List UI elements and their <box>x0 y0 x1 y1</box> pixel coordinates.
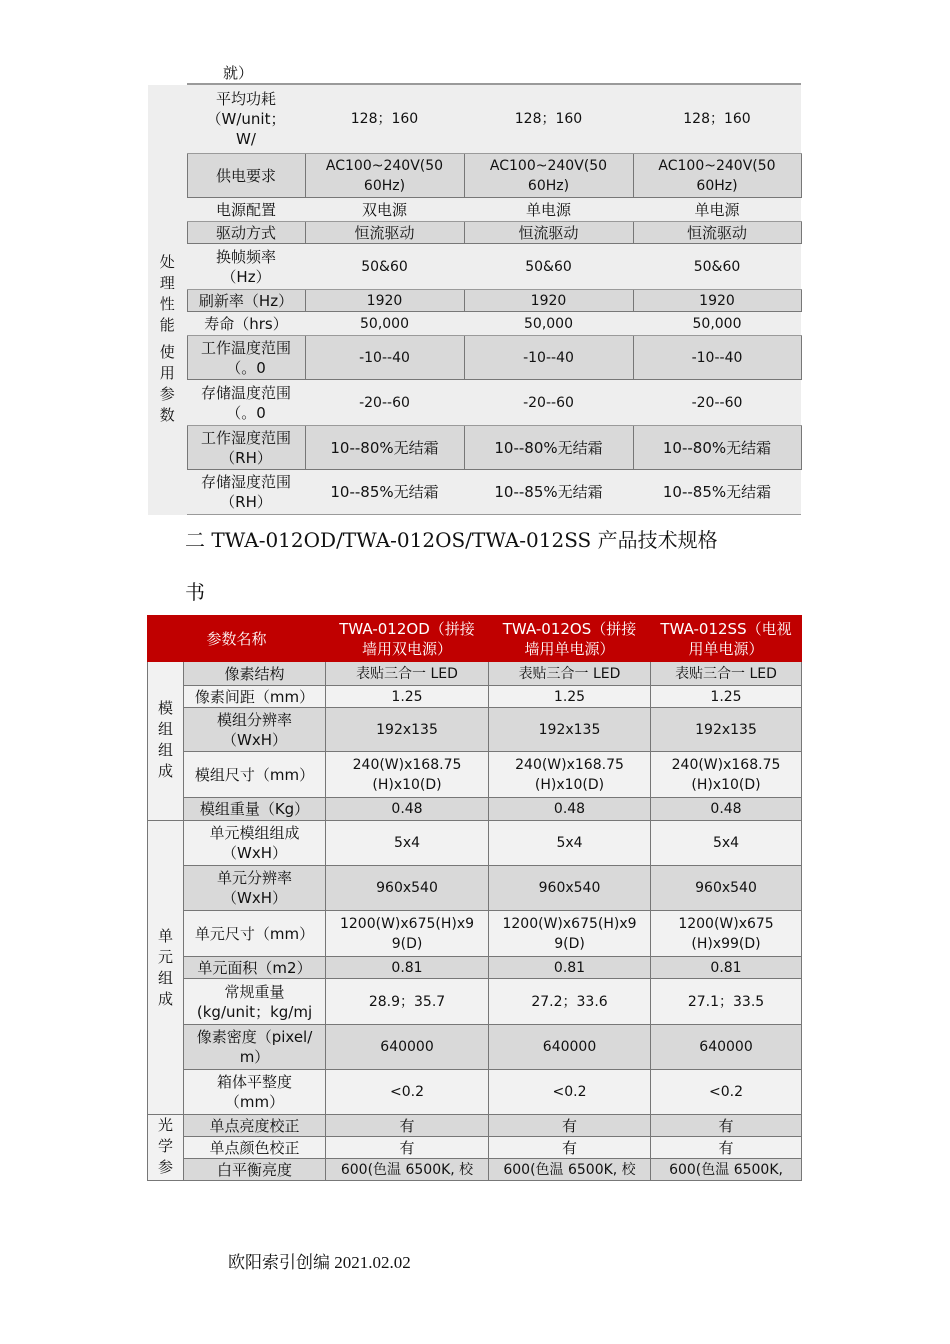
cell-value: 5x4 <box>651 821 802 866</box>
header-col2: TWA-012OS（拼接 墙用单电源） <box>489 616 651 662</box>
table-row <box>148 470 801 515</box>
cell-value: 1200(W)x675(H)x9 9(D) <box>489 911 651 957</box>
cell-value: <0.2 <box>326 1070 489 1115</box>
cell-value: <0.2 <box>651 1070 802 1115</box>
cell-value: 有 <box>326 1115 489 1137</box>
table-row <box>148 336 801 380</box>
header-col3: TWA-012SS（电视 用单电源） <box>651 616 802 662</box>
row-label: 箱体平整度 （mm） <box>184 1070 326 1115</box>
table-row <box>148 154 801 198</box>
cell-value: 0.48 <box>326 798 489 821</box>
cell-value: 单电源 <box>464 198 633 222</box>
table-row <box>148 798 802 821</box>
header-param-name: 参数名称 <box>148 616 326 662</box>
row-label: 存储湿度范围 （RH） <box>187 470 305 515</box>
table-row <box>148 198 801 222</box>
cell-value: 有 <box>326 1137 489 1159</box>
table-row <box>148 1025 802 1070</box>
cell-value: 10--80%无结霜 <box>464 426 633 470</box>
row-label: 模组尺寸（mm） <box>184 752 326 798</box>
table-row <box>148 222 801 244</box>
cell-value: 10--85%无结霜 <box>633 470 801 515</box>
row-label: 平均功耗 （W/unit； W/ <box>187 85 305 154</box>
row-label: 白平衡亮度 <box>184 1159 326 1181</box>
cell-value: 28.9；35.7 <box>326 979 489 1025</box>
table-row <box>148 1070 802 1115</box>
cell-value: 960x540 <box>651 866 802 911</box>
cell-value: 0.81 <box>651 957 802 979</box>
table-header-row <box>148 616 802 662</box>
cell-value: 1.25 <box>326 686 489 708</box>
cell-value: 192x135 <box>326 708 489 752</box>
table1-continued-label: 就） <box>222 64 253 82</box>
cell-value: 240(W)x168.75 (H)x10(D) <box>326 752 489 798</box>
cell-value: 50,000 <box>633 312 801 336</box>
row-label: 单元分辨率 （WxH） <box>184 866 326 911</box>
cell-value: 1.25 <box>489 686 651 708</box>
cell-value: 1200(W)x675 (H)x99(D) <box>651 911 802 957</box>
row-label: 供电要求 <box>187 154 305 198</box>
cell-value: -20--60 <box>305 380 464 426</box>
cell-value: 1200(W)x675(H)x9 9(D) <box>326 911 489 957</box>
cell-value: 有 <box>651 1115 802 1137</box>
table-row <box>148 244 801 290</box>
cell-value: 表贴三合一 LED <box>326 662 489 686</box>
row-label: 常规重量 (kg/unit；kg/mj <box>184 979 326 1025</box>
row-label: 像素结构 <box>184 662 326 686</box>
cell-value: 600(色温 6500K, 校 <box>326 1159 489 1181</box>
row-label: 工作湿度范围 （RH） <box>187 426 305 470</box>
cell-value: 50&60 <box>464 244 633 290</box>
cell-value: 单电源 <box>633 198 801 222</box>
cell-value: 有 <box>489 1115 651 1137</box>
table-row <box>148 911 802 957</box>
cell-value: 0.48 <box>651 798 802 821</box>
group-usage-label: 使 用 参 数 <box>148 336 187 515</box>
cell-value: 192x135 <box>651 708 802 752</box>
cell-value: 640000 <box>489 1025 651 1070</box>
cell-value: 960x540 <box>326 866 489 911</box>
cell-value: <0.2 <box>489 1070 651 1115</box>
row-label: 单元面积（m2） <box>184 957 326 979</box>
cell-value: 表贴三合一 LED <box>489 662 651 686</box>
cell-value: 5x4 <box>489 821 651 866</box>
cell-value: 0.48 <box>489 798 651 821</box>
cell-value: 640000 <box>651 1025 802 1070</box>
cell-value: 600(色温 6500K, <box>651 1159 802 1181</box>
cell-value: 640000 <box>326 1025 489 1070</box>
group-optical-label: 光 学 参 <box>148 1115 184 1181</box>
table-row <box>148 1137 802 1159</box>
cell-value: -10--40 <box>305 336 464 380</box>
cell-value: AC100~240V(50 60Hz) <box>633 154 801 198</box>
table-row <box>148 380 801 426</box>
table-row <box>148 290 801 312</box>
table-row <box>148 708 802 752</box>
cell-value: 10--80%无结霜 <box>305 426 464 470</box>
cell-value: 恒流驱动 <box>305 222 464 244</box>
row-label: 工作温度范围 （。0 <box>187 336 305 380</box>
row-label: 像素密度（pixel/ m） <box>184 1025 326 1070</box>
spec-table-2 <box>147 615 802 1181</box>
table-row <box>148 312 801 336</box>
page-footer: 欧阳索引创编 2021.02.02 <box>228 1253 411 1272</box>
cell-value: 128；160 <box>633 85 801 154</box>
cell-value: 27.2；33.6 <box>489 979 651 1025</box>
spec-table-1 <box>148 84 802 515</box>
row-label: 存储温度范围 （。0 <box>187 380 305 426</box>
cell-value: 恒流驱动 <box>464 222 633 244</box>
table-row <box>148 85 801 154</box>
table-row <box>148 979 802 1025</box>
cell-value: -10--40 <box>633 336 801 380</box>
cell-value: 128；160 <box>305 85 464 154</box>
cell-value: AC100~240V(50 60Hz) <box>305 154 464 198</box>
cell-value: 双电源 <box>305 198 464 222</box>
cell-value: -20--60 <box>633 380 801 426</box>
cell-value: 240(W)x168.75 (H)x10(D) <box>489 752 651 798</box>
cell-value: 10--80%无结霜 <box>633 426 801 470</box>
row-label: 模组重量（Kg） <box>184 798 326 821</box>
cell-value: 960x540 <box>489 866 651 911</box>
row-label: 驱动方式 <box>187 222 305 244</box>
cell-value: 1920 <box>305 290 464 312</box>
cell-value: 表贴三合一 LED <box>651 662 802 686</box>
row-label: 单点颜色校正 <box>184 1137 326 1159</box>
cell-value: 10--85%无结霜 <box>464 470 633 515</box>
table-row <box>148 957 802 979</box>
row-label: 单元尺寸（mm） <box>184 911 326 957</box>
cell-value: 0.81 <box>489 957 651 979</box>
cell-value: -20--60 <box>464 380 633 426</box>
cell-value: 1920 <box>633 290 801 312</box>
row-label: 刷新率（Hz） <box>187 290 305 312</box>
section-heading: 二 TWA-012OD/TWA-012OS/TWA-012SS 产品技术规格 <box>185 528 718 552</box>
cell-value: -10--40 <box>464 336 633 380</box>
cell-value: 240(W)x168.75 (H)x10(D) <box>651 752 802 798</box>
table-row <box>148 1159 802 1181</box>
table-row <box>148 662 802 686</box>
cell-value: 50,000 <box>464 312 633 336</box>
cell-value: 50&60 <box>633 244 801 290</box>
cell-value: 10--85%无结霜 <box>305 470 464 515</box>
table-row <box>148 821 802 866</box>
row-label: 模组分辨率 （WxH） <box>184 708 326 752</box>
cell-value: 50&60 <box>305 244 464 290</box>
table-row <box>148 686 802 708</box>
table-row <box>148 1115 802 1137</box>
group-processing-label: 处 理 性 能 <box>148 85 187 336</box>
cell-value: AC100~240V(50 60Hz) <box>464 154 633 198</box>
cell-value: 192x135 <box>489 708 651 752</box>
cell-value: 0.81 <box>326 957 489 979</box>
cell-value: 1.25 <box>651 686 802 708</box>
table-row <box>148 866 802 911</box>
cell-value: 恒流驱动 <box>633 222 801 244</box>
cell-value: 128；160 <box>464 85 633 154</box>
row-label: 寿命（hrs） <box>187 312 305 336</box>
header-col1: TWA-012OD（拼接 墙用双电源） <box>326 616 489 662</box>
row-label: 电源配置 <box>187 198 305 222</box>
group-unit-label: 单 元 组 成 <box>148 821 184 1115</box>
table-row <box>148 752 802 798</box>
cell-value: 1920 <box>464 290 633 312</box>
table-row <box>148 426 801 470</box>
cell-value: 600(色温 6500K, 校 <box>489 1159 651 1181</box>
row-label: 像素间距（mm） <box>184 686 326 708</box>
group-module-label: 模 组 组 成 <box>148 662 184 821</box>
cell-value: 有 <box>651 1137 802 1159</box>
cell-value: 有 <box>489 1137 651 1159</box>
cell-value: 5x4 <box>326 821 489 866</box>
section-heading-cont: 书 <box>185 580 205 604</box>
row-label: 单元模组组成 （WxH） <box>184 821 326 866</box>
row-label: 单点亮度校正 <box>184 1115 326 1137</box>
cell-value: 50,000 <box>305 312 464 336</box>
cell-value: 27.1；33.5 <box>651 979 802 1025</box>
row-label: 换帧频率 （Hz） <box>187 244 305 290</box>
